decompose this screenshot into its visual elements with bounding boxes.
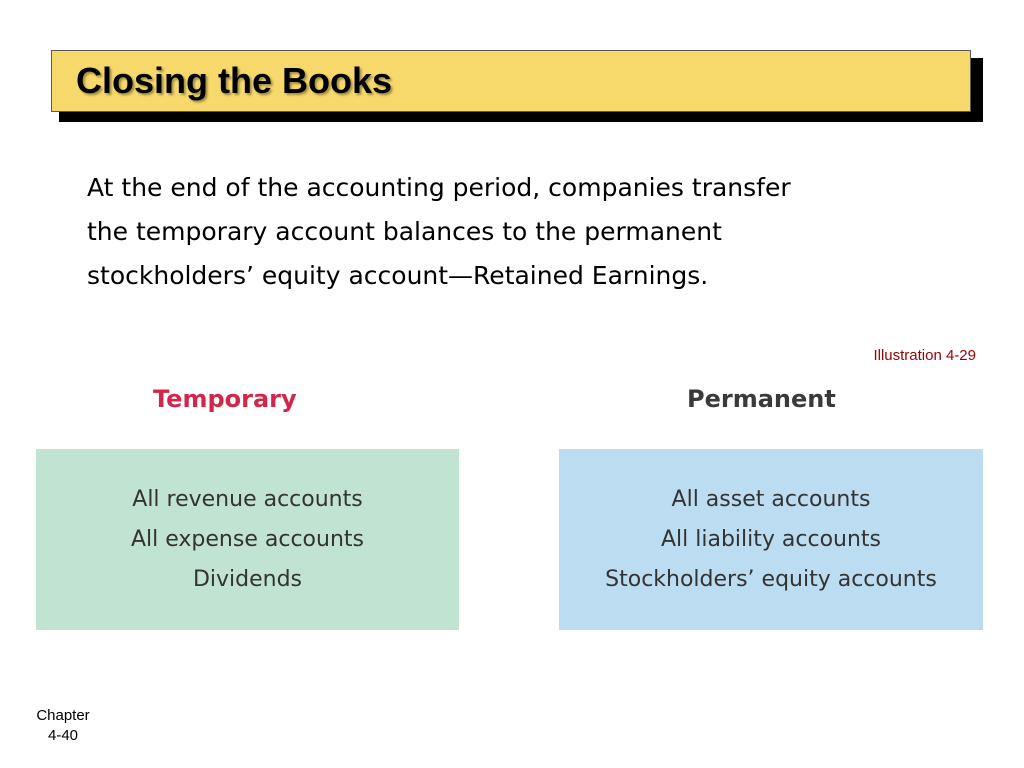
intro-paragraph (87, 166, 987, 298)
title-bar (51, 50, 971, 112)
temporary-item: Dividends (192, 566, 303, 592)
permanent-heading: Permanent (687, 385, 836, 413)
temporary-item: All revenue accounts (132, 486, 363, 512)
permanent-item: All liability accounts (660, 526, 882, 552)
intro-line: the temporary account balances to the permanent (87, 217, 722, 246)
page-number: 4-40 (47, 727, 79, 744)
temporary-item: All expense accounts (131, 526, 364, 552)
chapter-label: Chapter (36, 707, 90, 724)
illustration-label: Illustration 4-29 (873, 347, 976, 364)
temporary-accounts-box (36, 449, 459, 630)
chapter-footer (22, 706, 104, 746)
permanent-item: All asset accounts (671, 486, 871, 512)
intro-line: At the end of the accounting period, companies transfer (87, 173, 791, 202)
temporary-heading: Temporary (153, 385, 297, 413)
intro-line: stockholders’ equity account—Retained Earnings. (87, 261, 709, 290)
permanent-item: Stockholders’ equity accounts (605, 566, 937, 592)
slide-title: Closing the Books (76, 60, 393, 101)
permanent-accounts-box (559, 449, 983, 630)
